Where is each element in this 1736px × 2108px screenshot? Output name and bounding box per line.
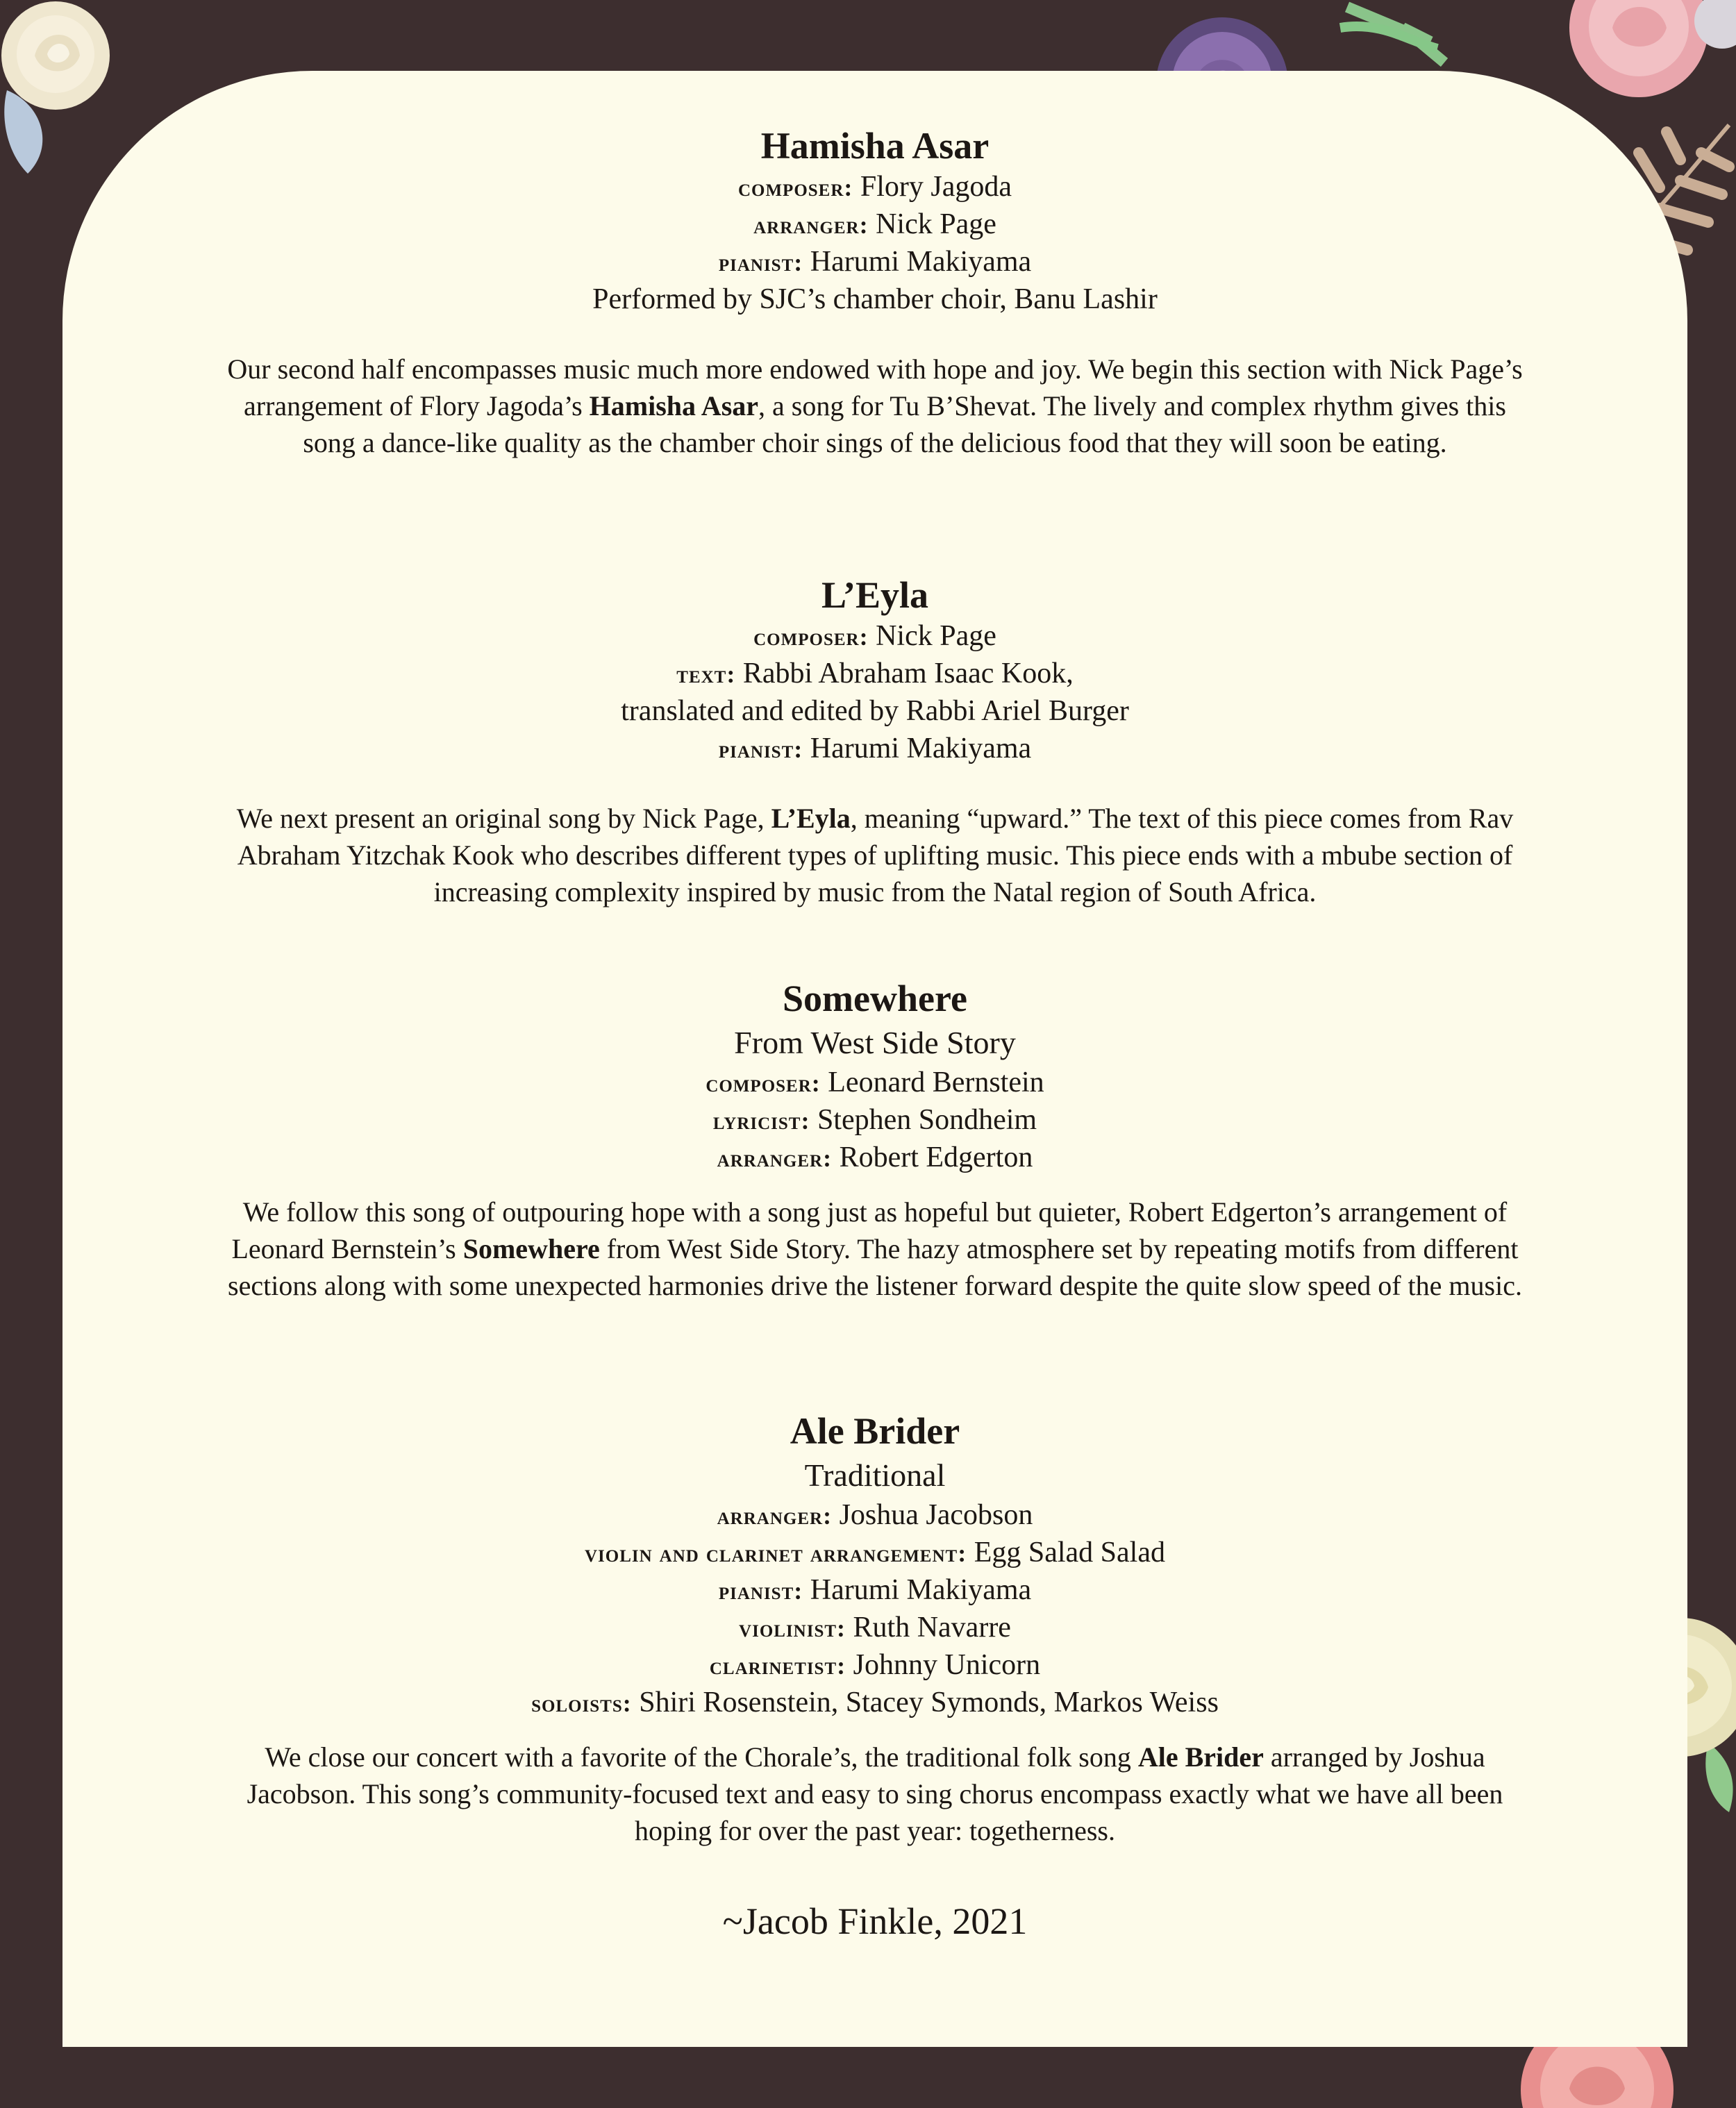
piece-leyla xyxy=(62,572,1687,910)
author-signature: ~Jacob Finkle, 2021 xyxy=(722,1900,1028,1942)
piece-description: We next present an original song by Nick Page, L’Eyla, meaning “upward.” The text of this piece comes from Rav Abraham Yitzchak Kook who describes different types of uplifting music. This piece ends with a mbube section of increasing complexity inspired by music from the Natal region of South Africa. xyxy=(236,803,1514,907)
credit-translation: translated and edited by Rabbi Ariel Burger xyxy=(621,695,1129,727)
credit-composer: composer: Leonard Bernstein xyxy=(706,1066,1044,1098)
piece-description: We follow this song of outpouring hope with a song just as hopeful but quieter, Robert Edgerton’s arrangement of Leonard Bernstein’s Somewhere from West Side Story. The hazy atmosphere set by repeating motifs from different sections along with some unexpected harmonies drive the listener forward despite the quite slow speed of the music. xyxy=(228,1196,1522,1301)
credit-performers: Performed by SJC’s chamber choir, Banu Lashir xyxy=(592,283,1158,315)
credit-arranger: arranger: Joshua Jacobson xyxy=(717,1499,1033,1531)
credit-text: text: Rabbi Abraham Isaac Kook, xyxy=(676,658,1074,689)
credit-instrument-arrangement: violin and clarinet arrangement: Egg Salad Salad xyxy=(585,1537,1165,1569)
piece-title: L’Eyla xyxy=(821,574,929,616)
piece-description: Our second half encompasses music much more endowed with hope and joy. We begin this section with Nick Page’s arrangement of Flory Jagoda’s Hamisha Asar, a song for Tu B’Shevat. The lively and complex rhythm gives this song a dance-like quality as the chamber choir sings of the delicious food that they will soon be eating. xyxy=(227,353,1523,458)
piece-title: Somewhere xyxy=(783,978,967,1019)
credit-soloists: soloists: Shiri Rosenstein, Stacey Symonds, Markos Weiss xyxy=(531,1687,1219,1718)
credit-composer: composer: Nick Page xyxy=(753,620,996,652)
credit-pianist: pianist: Harumi Makiyama xyxy=(718,246,1032,278)
piece-subtitle: From West Side Story xyxy=(734,1025,1016,1060)
credit-pianist: pianist: Harumi Makiyama xyxy=(718,1574,1032,1606)
credit-arranger: arranger: Robert Edgerton xyxy=(717,1141,1033,1173)
credit-lyricist: lyricist: Stephen Sondheim xyxy=(712,1104,1037,1136)
piece-title: Hamisha Asar xyxy=(760,125,990,167)
program-notes-panel xyxy=(62,71,1687,2047)
credit-composer: composer: Flory Jagoda xyxy=(737,171,1012,203)
cream-rose-icon xyxy=(0,0,118,125)
piece-subtitle: Traditional xyxy=(804,1457,946,1493)
piece-hamisha-asar xyxy=(62,123,1687,461)
credit-clarinetist: clarinetist: Johnny Unicorn xyxy=(709,1649,1041,1681)
piece-title: Ale Brider xyxy=(790,1410,960,1452)
credit-violinist: violinist: Ruth Navarre xyxy=(739,1612,1011,1643)
piece-somewhere xyxy=(62,976,1687,1304)
pink-rose-icon xyxy=(1562,0,1736,111)
credit-arranger: arranger: Nick Page xyxy=(753,208,996,240)
credit-pianist: pianist: Harumi Makiyama xyxy=(718,733,1032,764)
piece-ale-brider xyxy=(62,1408,1687,1849)
piece-description: We close our concert with a favorite of the Chorale’s, the traditional folk song Ale Brider arranged by Joshua Jacobson. This song’s community-focused text and easy to sing chorus encompass exactly what we have all been hoping for over the past year: togetherness. xyxy=(247,1741,1503,1846)
